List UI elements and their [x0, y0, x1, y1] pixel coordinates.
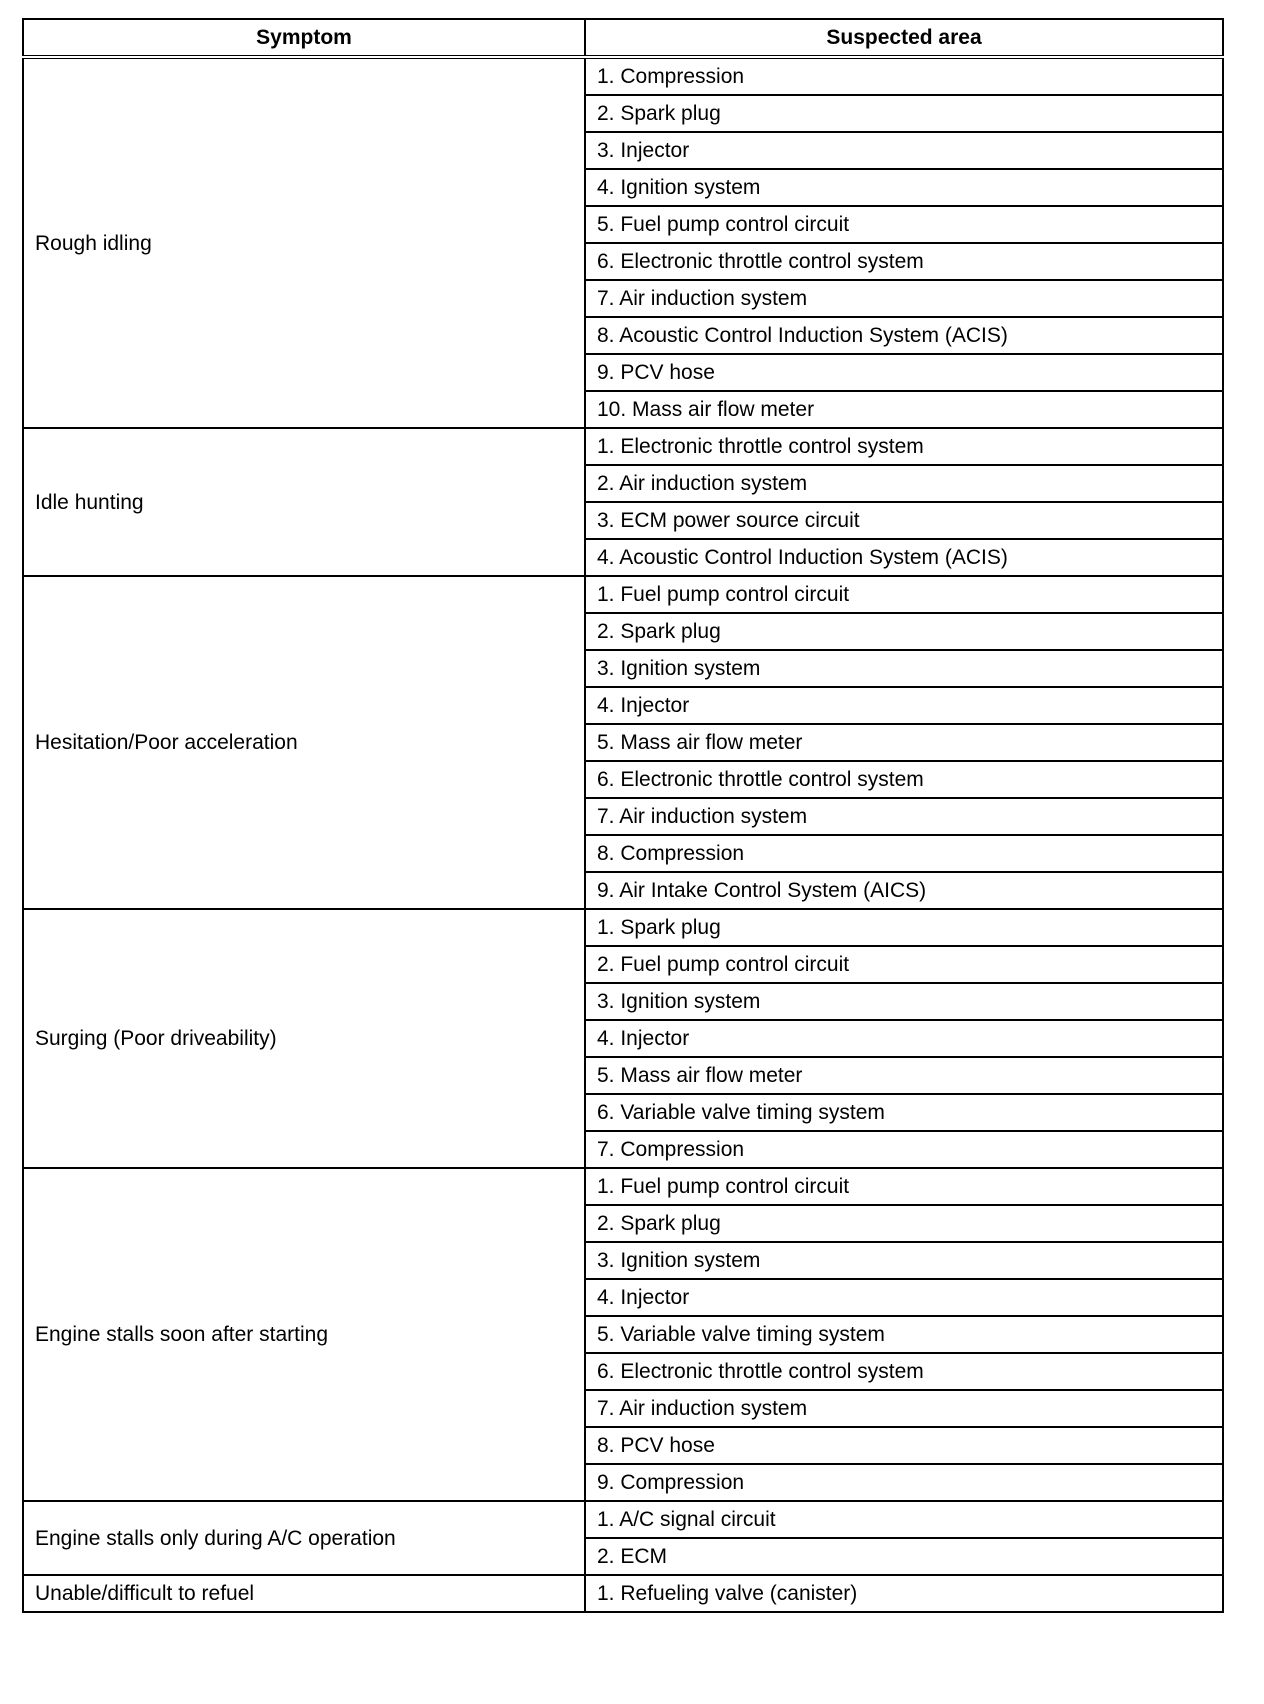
table-body [23, 57, 1223, 1612]
suspected-area-cell: 2. ECM [585, 1538, 1223, 1575]
suspected-area-cell: 9. Compression [585, 1464, 1223, 1501]
symptom-cell: Unable/difficult to refuel [23, 1575, 585, 1612]
suspected-area-cell: 1. Compression [585, 57, 1223, 95]
symptom-cell: Idle hunting [23, 428, 585, 576]
suspected-area-cell: 6. Electronic throttle control system [585, 243, 1223, 280]
suspected-area-cell: 5. Fuel pump control circuit [585, 206, 1223, 243]
symptom-cell: Engine stalls soon after starting [23, 1168, 585, 1501]
table-row [23, 57, 1223, 95]
suspected-area-cell: 4. Acoustic Control Induction System (ACIS) [585, 539, 1223, 576]
suspected-area-cell: 6. Variable valve timing system [585, 1094, 1223, 1131]
table-row [23, 909, 1223, 946]
suspected-area-cell: 8. PCV hose [585, 1427, 1223, 1464]
suspected-area-cell: 7. Air induction system [585, 798, 1223, 835]
suspected-area-cell: 7. Air induction system [585, 1390, 1223, 1427]
suspected-area-cell: 9. Air Intake Control System (AICS) [585, 872, 1223, 909]
suspected-area-cell: 3. Ignition system [585, 983, 1223, 1020]
symptom-cell: Engine stalls only during A/C operation [23, 1501, 585, 1575]
suspected-area-cell: 4. Injector [585, 687, 1223, 724]
symptom-column-header: Symptom [23, 19, 585, 57]
table-row [23, 1501, 1223, 1538]
symptom-table [22, 18, 1224, 1613]
suspected-area-cell: 3. ECM power source circuit [585, 502, 1223, 539]
suspected-area-cell: 1. Refueling valve (canister) [585, 1575, 1223, 1612]
symptom-cell: Rough idling [23, 57, 585, 428]
suspected-area-cell: 2. Spark plug [585, 95, 1223, 132]
suspected-area-cell: 3. Ignition system [585, 650, 1223, 687]
suspected-area-cell: 5. Variable valve timing system [585, 1316, 1223, 1353]
suspected-area-cell: 2. Air induction system [585, 465, 1223, 502]
suspected-area-cell: 7. Air induction system [585, 280, 1223, 317]
suspected-area-cell: 4. Injector [585, 1279, 1223, 1316]
table-row [23, 1575, 1223, 1612]
table-row [23, 576, 1223, 613]
suspected-area-cell: 4. Ignition system [585, 169, 1223, 206]
suspected-area-cell: 5. Mass air flow meter [585, 1057, 1223, 1094]
suspected-area-cell: 2. Spark plug [585, 613, 1223, 650]
suspected-area-cell: 6. Electronic throttle control system [585, 1353, 1223, 1390]
symptom-cell: Surging (Poor driveability) [23, 909, 585, 1168]
suspected-area-cell: 9. PCV hose [585, 354, 1223, 391]
suspected-area-cell: 6. Electronic throttle control system [585, 761, 1223, 798]
suspected-area-cell: 1. Fuel pump control circuit [585, 576, 1223, 613]
table-row [23, 1168, 1223, 1205]
table-row [23, 428, 1223, 465]
suspected-area-cell: 3. Injector [585, 132, 1223, 169]
suspected-area-cell: 4. Injector [585, 1020, 1223, 1057]
suspected-area-cell: 1. Spark plug [585, 909, 1223, 946]
suspected-area-cell: 1. Electronic throttle control system [585, 428, 1223, 465]
suspected-area-column-header: Suspected area [585, 19, 1223, 57]
suspected-area-cell: 7. Compression [585, 1131, 1223, 1168]
suspected-area-cell: 2. Spark plug [585, 1205, 1223, 1242]
suspected-area-cell: 2. Fuel pump control circuit [585, 946, 1223, 983]
symptom-cell: Hesitation/Poor acceleration [23, 576, 585, 909]
suspected-area-cell: 3. Ignition system [585, 1242, 1223, 1279]
suspected-area-cell: 1. A/C signal circuit [585, 1501, 1223, 1538]
suspected-area-cell: 8. Compression [585, 835, 1223, 872]
suspected-area-cell: 1. Fuel pump control circuit [585, 1168, 1223, 1205]
suspected-area-cell: 10. Mass air flow meter [585, 391, 1223, 428]
suspected-area-cell: 5. Mass air flow meter [585, 724, 1223, 761]
suspected-area-cell: 8. Acoustic Control Induction System (ACIS) [585, 317, 1223, 354]
header-row [23, 19, 1223, 57]
